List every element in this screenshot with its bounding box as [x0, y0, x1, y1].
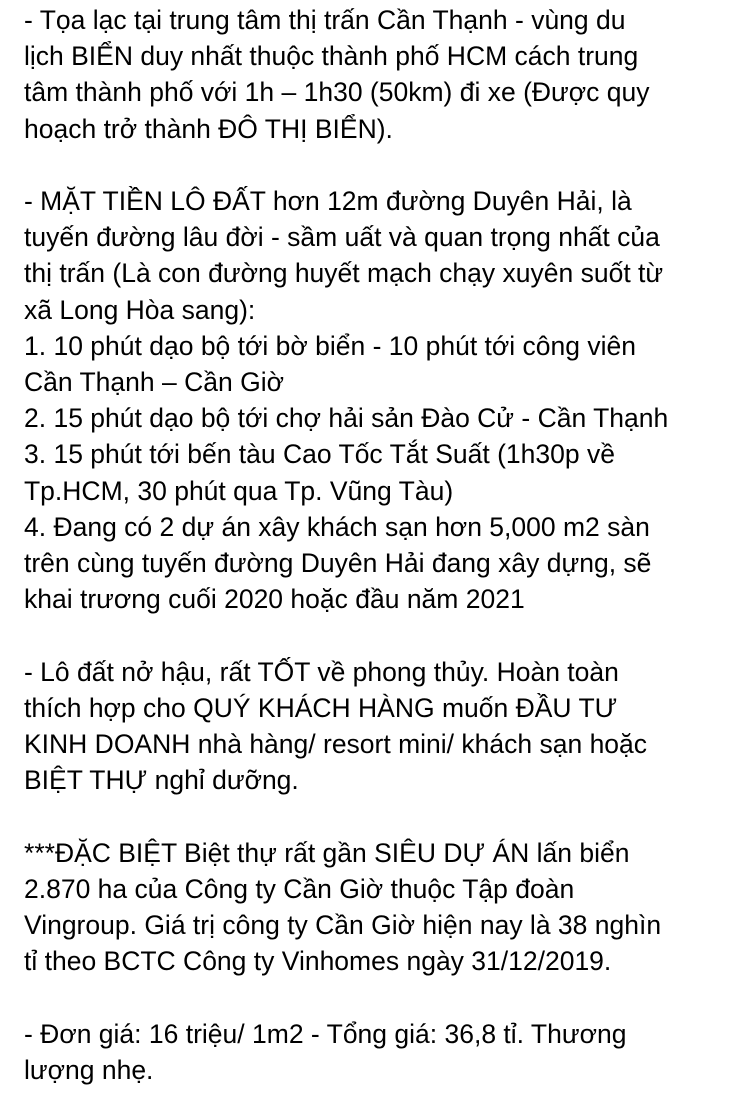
- text-line: hoạch trở thành ĐÔ THỊ BIỂN).: [24, 113, 393, 144]
- text-line: tâm thành phố với 1h – 1h30 (50km) đi xe (Được quy: [24, 77, 650, 108]
- text-line: KINH DOANH nhà hàng/ resort mini/ khách sạn hoặc: [24, 729, 648, 760]
- paragraph: [24, 183, 732, 617]
- text-line: Tp.HCM, 30 phút qua Tp. Vũng Tàu): [24, 475, 454, 506]
- text-line: - Lô đất nở hậu, rất TỐT về phong thủy. Hoàn toàn: [24, 656, 619, 687]
- text-line: 4. Đang có 2 dự án xây khách sạn hơn 5,000 m2 sàn: [24, 511, 650, 542]
- text-line: tuyến đường lâu đời - sầm uất và quan trọng nhất của: [24, 222, 660, 253]
- text-line: lượng nhẹ.: [24, 1054, 154, 1085]
- text-line: - Tọa lạc tại trung tâm thị trấn Cần Thạnh - vùng du: [24, 5, 626, 35]
- text-line: thích hợp cho QUÝ KHÁCH HÀNG muốn ĐẦU TƯ: [24, 692, 618, 723]
- text-line: 3. 15 phút tới bến tàu Cao Tốc Tắt Suất (1h30p về: [24, 439, 615, 470]
- text-line: BIỆT THỰ nghỉ dưỡng.: [24, 765, 299, 796]
- paragraph: [24, 2, 732, 147]
- paragraph: [24, 654, 732, 799]
- text-line: trên cùng tuyến đường Duyên Hải đang xây dựng, sẽ: [24, 548, 652, 579]
- text-line: xã Long Hòa sang):: [24, 294, 256, 325]
- paragraph: [24, 835, 732, 980]
- text-line: - Đơn giá: 16 triệu/ 1m2 - Tổng giá: 36,8 tỉ. Thương: [24, 1018, 627, 1049]
- text-line: Vingroup. Giá trị công ty Cần Giờ hiện nay là 38 nghìn: [24, 910, 662, 941]
- text-line: - MẶT TIỀN LÔ ĐẤT hơn 12m đường Duyên Hải, là: [24, 186, 632, 216]
- text-line: lịch BIỂN duy nhất thuộc thành phố HCM cách trung: [24, 41, 639, 72]
- text-line: 1. 10 phút dạo bộ tới bờ biển - 10 phút tới công viên: [24, 330, 636, 361]
- text-line: Cần Thạnh – Cần Giờ: [24, 367, 284, 398]
- text-line: tỉ theo BCTC Công ty Vinhomes ngày 31/12/2019.: [24, 946, 612, 977]
- text-line: 2.870 ha của Công ty Cần Giờ thuộc Tập đoàn: [24, 873, 575, 904]
- text-line: thị trấn (Là con đường huyết mạch chạy xuyên suốt từ: [24, 258, 664, 289]
- paragraph: [24, 1016, 732, 1088]
- text-line: ***ĐẶC BIỆT Biệt thự rất gần SIÊU DỰ ÁN lấn biển: [24, 837, 630, 868]
- text-line: khai trương cuối 2020 hoặc đầu năm 2021: [24, 584, 525, 615]
- text-line: 2. 15 phút dạo bộ tới chợ hải sản Đào Cử - Cần Thạnh: [24, 403, 669, 434]
